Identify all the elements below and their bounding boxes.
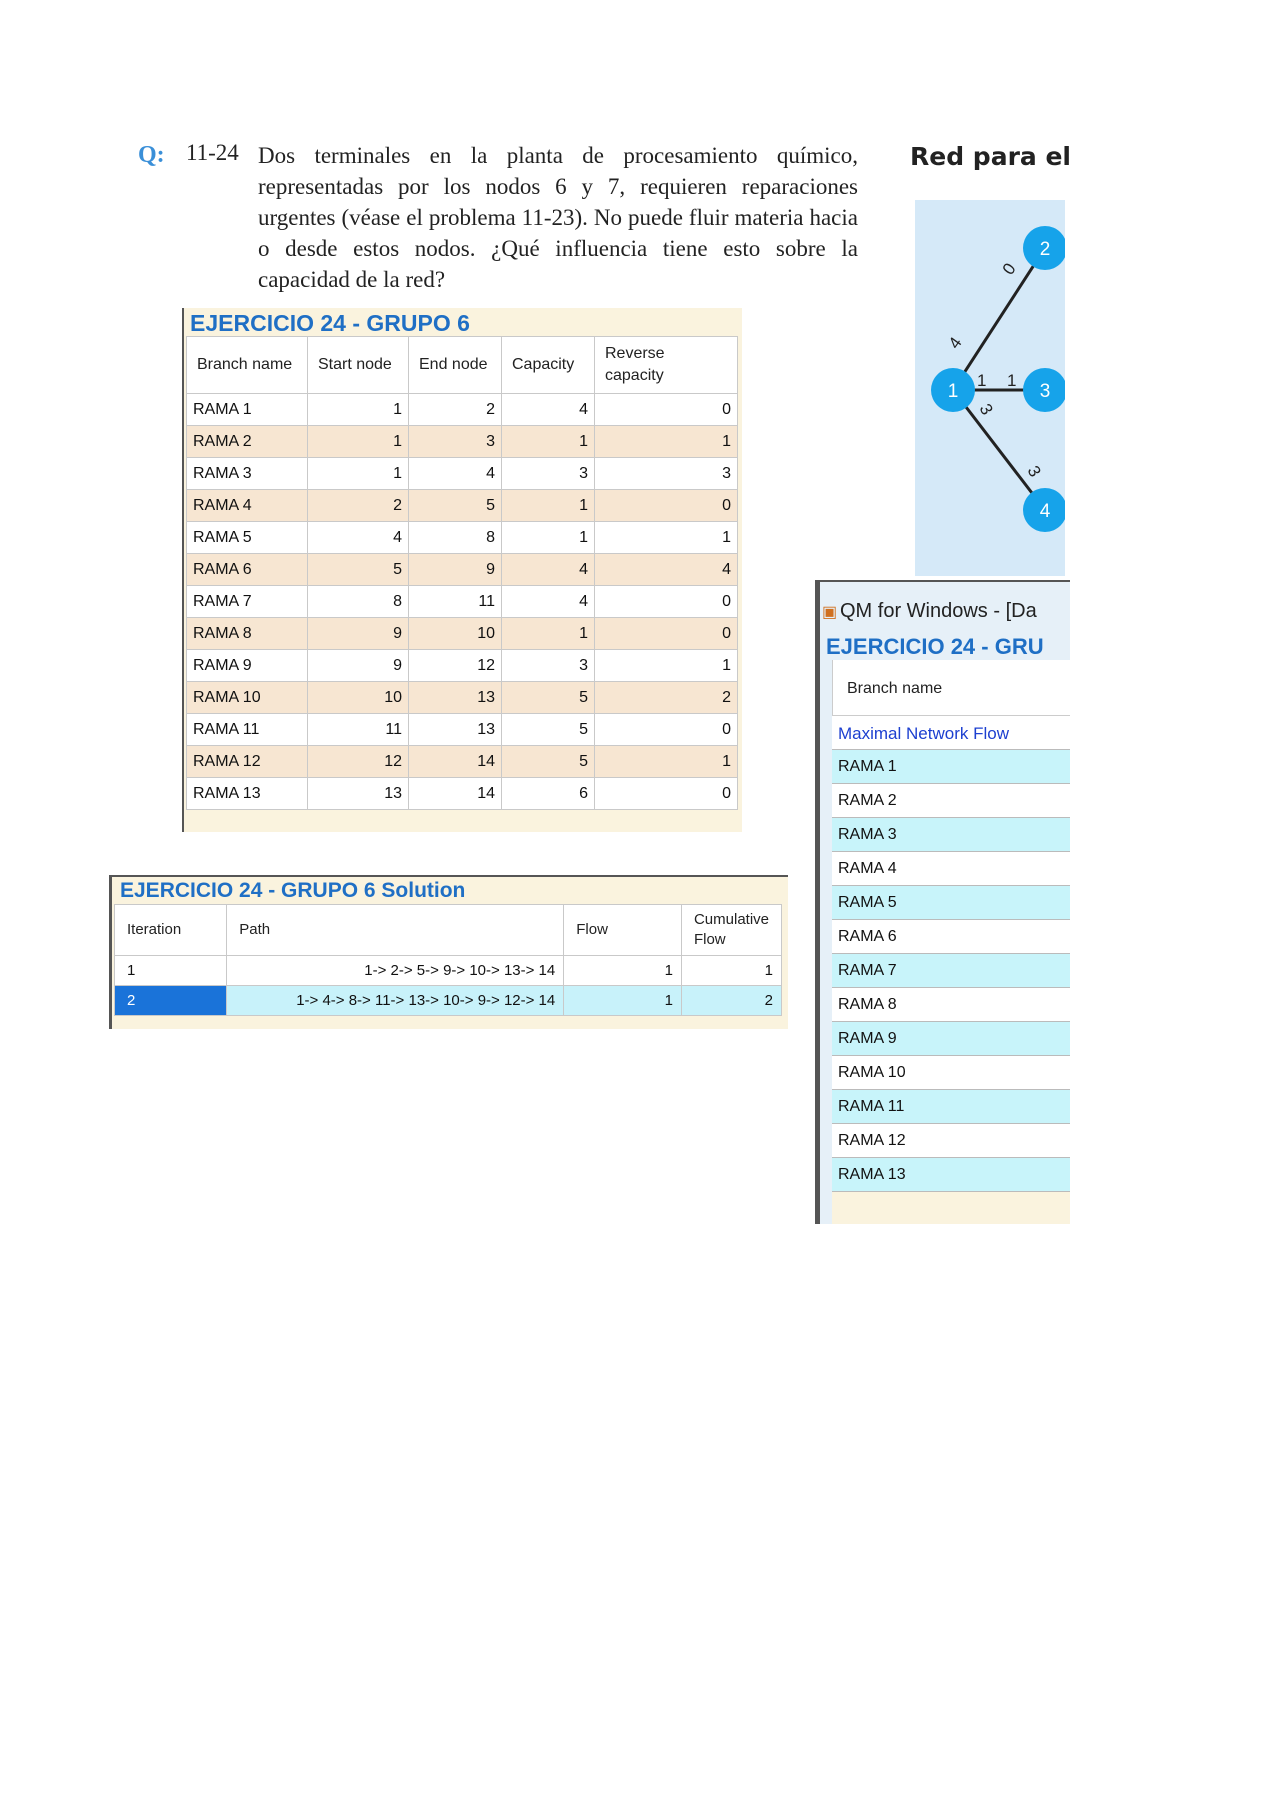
table-cell[interactable]: 10 [308, 682, 409, 714]
problem-number: 11-24 [186, 140, 239, 165]
table-cell[interactable]: 14 [409, 778, 502, 810]
data-table-title: EJERCICIO 24 - GRUPO 6 [190, 310, 470, 336]
table-cell[interactable]: 2 [308, 490, 409, 522]
table-row[interactable] [187, 778, 738, 810]
header-path: Path [227, 905, 564, 956]
data-table [186, 336, 738, 810]
list-item[interactable]: RAMA 4 [832, 852, 1070, 886]
table-row[interactable] [187, 522, 738, 554]
table-cell[interactable]: 1 [308, 394, 409, 426]
table-cell[interactable]: RAMA 7 [187, 586, 308, 618]
header-end-node: End node [409, 337, 502, 394]
table-cell[interactable]: RAMA 3 [187, 458, 308, 490]
header-capacity: Capacity [502, 337, 595, 394]
table-cell[interactable]: 4 [502, 554, 595, 586]
node-label: 1 [947, 381, 959, 402]
list-item[interactable]: RAMA 12 [832, 1124, 1070, 1158]
table-row[interactable] [187, 554, 738, 586]
table-cell[interactable]: 3 [502, 650, 595, 682]
table-cell[interactable]: 12 [308, 746, 409, 778]
table-cell[interactable]: RAMA 12 [187, 746, 308, 778]
table-cell[interactable]: 1 [595, 650, 738, 682]
table-cell[interactable]: 1 [595, 522, 738, 554]
qm-subtitle: Maximal Network Flow [832, 716, 1070, 750]
header-cumulative-flow: Cumulative Flow [681, 905, 781, 956]
table-cell[interactable]: 0 [595, 618, 738, 650]
edge-1-2 [953, 248, 1045, 390]
table-cell[interactable]: RAMA 9 [187, 650, 308, 682]
table-cell[interactable]: RAMA 1 [187, 394, 308, 426]
node-label: 4 [1039, 501, 1051, 522]
problem-text: Dos terminales en la planta de procesamiento químico, representadas por los nodos 6 y 7, requieren reparaciones urgentes (véase el problema 11-23). No puede fluir materia hacia o desde estos nodos. ¿Qué influencia tiene esto sobre la capacidad de la red? [258, 143, 858, 292]
solution-cell[interactable]: 2 [115, 986, 227, 1016]
solution-title: EJERCICIO 24 - GRUPO 6 Solution [120, 879, 466, 902]
table-cell[interactable]: RAMA 4 [187, 490, 308, 522]
table-row[interactable] [187, 586, 738, 618]
node-label: 2 [1039, 239, 1051, 260]
table-cell[interactable]: 0 [595, 394, 738, 426]
table-cell[interactable]: 4 [595, 554, 738, 586]
solution-cell[interactable]: 1 [681, 956, 781, 986]
table-cell[interactable]: 0 [595, 714, 738, 746]
table-row[interactable] [187, 394, 738, 426]
table-cell[interactable]: 1 [308, 458, 409, 490]
table-row[interactable] [187, 746, 738, 778]
table-cell[interactable]: RAMA 2 [187, 426, 308, 458]
app-window-icon: ▣ [822, 604, 838, 621]
table-cell[interactable]: 0 [595, 490, 738, 522]
table-cell[interactable]: 1 [502, 426, 595, 458]
solution-window [109, 875, 788, 1029]
table-cell[interactable]: RAMA 13 [187, 778, 308, 810]
table-cell[interactable]: 4 [502, 586, 595, 618]
table-cell[interactable]: 3 [409, 426, 502, 458]
table-row[interactable] [187, 490, 738, 522]
table-cell[interactable]: 1 [595, 426, 738, 458]
table-cell[interactable]: 1 [502, 490, 595, 522]
list-item[interactable]: RAMA 9 [832, 1022, 1070, 1056]
edge-1-4 [953, 390, 1045, 510]
header-flow: Flow [564, 905, 682, 956]
qm-rows [832, 750, 1070, 1192]
list-item[interactable]: RAMA 5 [832, 886, 1070, 920]
edge-label: 1 [977, 371, 987, 390]
table-cell[interactable]: 5 [308, 554, 409, 586]
table-cell[interactable]: 3 [595, 458, 738, 490]
table-cell[interactable]: RAMA 5 [187, 522, 308, 554]
table-cell[interactable]: RAMA 8 [187, 618, 308, 650]
table-cell[interactable]: 9 [409, 554, 502, 586]
table-cell[interactable]: 0 [595, 586, 738, 618]
solution-table [114, 904, 782, 1016]
table-cell[interactable]: 12 [409, 650, 502, 682]
qm-branch-list [832, 660, 1070, 1224]
list-item[interactable]: RAMA 13 [832, 1158, 1070, 1192]
solution-cell[interactable]: 2 [681, 986, 781, 1016]
list-item[interactable]: RAMA 10 [832, 1056, 1070, 1090]
edge-label: 4 [944, 333, 966, 353]
table-cell[interactable]: 9 [308, 650, 409, 682]
table-cell[interactable]: 11 [409, 586, 502, 618]
table-cell[interactable]: 8 [308, 586, 409, 618]
table-cell[interactable]: 0 [595, 778, 738, 810]
header-iteration: Iteration [115, 905, 227, 956]
table-cell[interactable]: 5 [502, 682, 595, 714]
solution-header-row [115, 905, 782, 956]
solution-cell[interactable]: 1-> 2-> 5-> 9-> 10-> 13-> 14 [227, 956, 564, 986]
solution-cell[interactable]: 1 [564, 956, 682, 986]
network-diagram [915, 200, 1065, 576]
qm-header-branch-name: Branch name [832, 660, 1070, 716]
list-item[interactable]: RAMA 11 [832, 1090, 1070, 1124]
network-svg [915, 200, 1065, 576]
header-start-node: Start node [308, 337, 409, 394]
list-item[interactable]: RAMA 6 [832, 920, 1070, 954]
table-cell[interactable]: 14 [409, 746, 502, 778]
table-row[interactable] [187, 458, 738, 490]
list-item[interactable]: RAMA 2 [832, 784, 1070, 818]
list-item[interactable]: RAMA 1 [832, 750, 1070, 784]
header-reverse-capacity: Reverse capacity [595, 337, 738, 394]
table-cell[interactable]: 2 [409, 394, 502, 426]
node-label: 3 [1039, 381, 1051, 402]
table-cell[interactable]: RAMA 6 [187, 554, 308, 586]
data-table-window [182, 308, 742, 832]
table-cell[interactable]: 1 [502, 618, 595, 650]
table-cell[interactable]: 13 [409, 682, 502, 714]
table-row[interactable] [187, 650, 738, 682]
solution-row[interactable] [115, 956, 782, 986]
table-cell[interactable]: RAMA 10 [187, 682, 308, 714]
table-cell[interactable]: 4 [409, 458, 502, 490]
solution-cell[interactable]: 1 [564, 986, 682, 1016]
table-cell[interactable]: 3 [502, 458, 595, 490]
solution-row[interactable] [115, 986, 782, 1016]
table-cell[interactable]: 5 [502, 746, 595, 778]
edge-label: 0 [998, 259, 1020, 279]
table-cell[interactable]: 1 [308, 426, 409, 458]
solution-table-body [115, 956, 782, 1016]
figure-title: Red para el [910, 142, 1071, 171]
qm-for-windows-panel [815, 580, 1070, 1224]
table-cell[interactable]: 5 [409, 490, 502, 522]
list-item[interactable]: RAMA 7 [832, 954, 1070, 988]
table-cell[interactable]: 1 [502, 522, 595, 554]
edge-label: 3 [1023, 462, 1045, 481]
table-cell[interactable]: 2 [595, 682, 738, 714]
table-cell[interactable]: 6 [502, 778, 595, 810]
edge-label: 3 [975, 400, 997, 419]
list-item[interactable]: RAMA 3 [832, 818, 1070, 852]
data-table-header-row [187, 337, 738, 394]
qm-window-title: QM for Windows - [Da [840, 600, 1037, 622]
solution-cell[interactable]: 1 [115, 956, 227, 986]
table-cell[interactable]: RAMA 11 [187, 714, 308, 746]
data-table-body [187, 394, 738, 810]
table-cell[interactable]: 13 [409, 714, 502, 746]
qm-document-title: EJERCICIO 24 - GRU [826, 634, 1044, 659]
table-cell[interactable]: 1 [595, 746, 738, 778]
question-icon: Q: [138, 142, 165, 168]
list-item[interactable]: RAMA 8 [832, 988, 1070, 1022]
table-row[interactable] [187, 682, 738, 714]
table-row[interactable] [187, 714, 738, 746]
header-branch-name: Branch name [187, 337, 308, 394]
table-cell[interactable]: 11 [308, 714, 409, 746]
table-cell[interactable]: 9 [308, 618, 409, 650]
table-cell[interactable]: 4 [308, 522, 409, 554]
solution-cell[interactable]: 1-> 4-> 8-> 11-> 13-> 10-> 9-> 12-> 14 [227, 986, 564, 1016]
table-cell[interactable]: 13 [308, 778, 409, 810]
edge-label: 1 [1007, 371, 1017, 390]
table-cell[interactable]: 5 [502, 714, 595, 746]
table-row[interactable] [187, 426, 738, 458]
table-cell[interactable]: 8 [409, 522, 502, 554]
table-cell[interactable]: 4 [502, 394, 595, 426]
table-cell[interactable]: 10 [409, 618, 502, 650]
table-row[interactable] [187, 618, 738, 650]
